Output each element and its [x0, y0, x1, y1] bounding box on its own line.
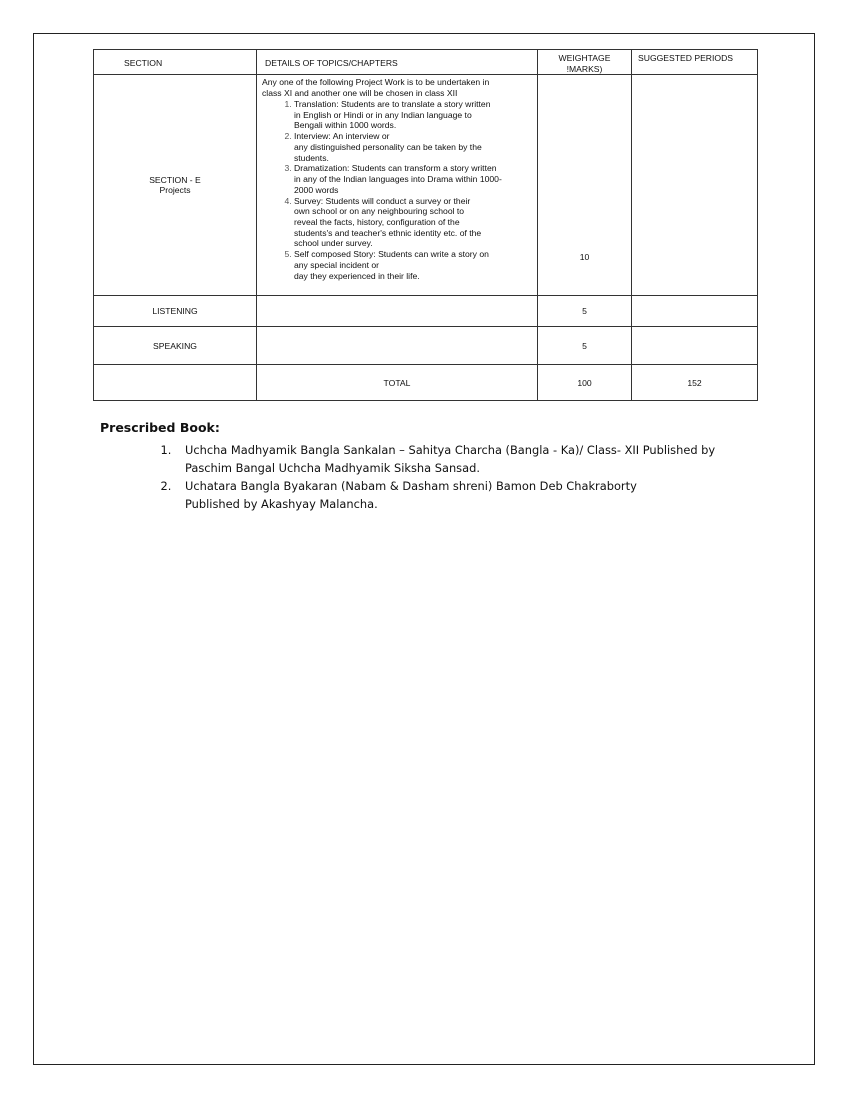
- header-section: SECTION: [94, 50, 257, 75]
- book-item: [175, 441, 780, 477]
- header-weightage: [538, 50, 632, 75]
- listening-section-cell: LISTENING: [94, 296, 257, 327]
- table-row-projects: [94, 75, 758, 296]
- project-item-line: Bengali within 1000 words.: [294, 120, 397, 131]
- project-item-self-composed-story: [294, 249, 531, 281]
- listening-weightage-cell: 5: [538, 296, 632, 327]
- book-line: Published by Akashyay Malancha.: [185, 497, 378, 511]
- project-item-line: own school or on any neighbouring school to: [294, 206, 465, 217]
- total-section-cell: [94, 365, 257, 401]
- book-line: 2. Uchatara Bangla Byakaran (Nabam & Dasham shreni) Bamon Deb Chakraborty: [185, 479, 637, 493]
- project-item-survey: [294, 196, 531, 250]
- projects-section-title: SECTION - E: [149, 174, 201, 185]
- table-row-total: [94, 365, 758, 401]
- project-item-line: school under survey.: [294, 238, 373, 249]
- listening-details-cell: [257, 296, 538, 327]
- project-item-line: any distinguished personality can be taken by the: [294, 141, 482, 152]
- projects-weightage-cell: 10: [538, 75, 632, 296]
- prescribed-books-heading: Prescribed Book:: [100, 420, 220, 435]
- speaking-details-cell: [257, 327, 538, 365]
- projects-section-cell: [94, 75, 257, 296]
- speaking-section-cell: SPEAKING: [94, 327, 257, 365]
- project-item-interview: [294, 131, 531, 163]
- project-item-line: 3. Dramatization: Students can transform a story written: [294, 163, 497, 174]
- prescribed-books-list: [100, 441, 780, 513]
- project-item-line: in English or Hindi or in any Indian language to: [294, 109, 472, 120]
- project-item-line: 5. Self composed Story: Students can write a story on: [294, 249, 489, 260]
- project-item-line: day they experienced in their life.: [294, 270, 420, 281]
- book-line: Paschim Bangal Uchcha Madhyamik Siksha Sansad.: [185, 461, 480, 475]
- project-item-line: students.: [294, 152, 329, 163]
- listening-periods-cell: [632, 296, 758, 327]
- prescribed-books-section: [100, 420, 780, 513]
- project-list: [262, 99, 531, 281]
- total-label: TOTAL: [257, 365, 538, 401]
- project-item-line: reveal the facts, history, configuration of the: [294, 217, 460, 228]
- project-item-line: 4. Survey: Students will conduct a survey or their: [294, 195, 471, 206]
- project-item-line: 1. Translation: Students are to translate a story written: [294, 98, 491, 109]
- speaking-weightage-cell: 5: [538, 327, 632, 365]
- header-weightage-line2: !MARKS): [566, 63, 603, 74]
- header-details: DETAILS OF TOPICS/CHAPTERS: [257, 50, 538, 75]
- total-periods: 152: [632, 365, 758, 401]
- speaking-periods-cell: [632, 327, 758, 365]
- projects-intro-line2: class XI and another one will be chosen in class XII: [262, 88, 458, 99]
- project-item-translation: [294, 99, 531, 131]
- project-item-line: 2000 words: [294, 184, 339, 195]
- book-line: 1. Uchcha Madhyamik Bangla Sankalan – Sahitya Charcha (Bangla - Ka)/ Class- XII Published by: [185, 443, 716, 457]
- project-item-dramatization: [294, 163, 531, 195]
- project-item-line: 2. Interview: An interview or: [294, 131, 390, 142]
- syllabus-table: [93, 49, 758, 401]
- header-periods: SUGGESTED PERIODS: [632, 50, 758, 75]
- projects-intro-line1: Any one of the following Project Work is to be undertaken in: [262, 77, 490, 88]
- projects-periods-cell: [632, 75, 758, 296]
- projects-details-cell: [257, 75, 538, 296]
- table-row-listening: [94, 296, 758, 327]
- total-weightage: 100: [538, 365, 632, 401]
- project-item-line: students's and teacher's ethnic identity etc. of the: [294, 227, 482, 238]
- project-item-line: in any of the Indian languages into Drama within 1000-: [294, 174, 502, 185]
- table-row-speaking: [94, 327, 758, 365]
- book-item: [175, 477, 780, 513]
- header-weightage-line1: WEIGHTAGE: [558, 53, 611, 63]
- table-header-row: [94, 50, 758, 75]
- project-item-line: any special incident or: [294, 259, 380, 270]
- projects-section-subtitle: Projects: [159, 185, 191, 196]
